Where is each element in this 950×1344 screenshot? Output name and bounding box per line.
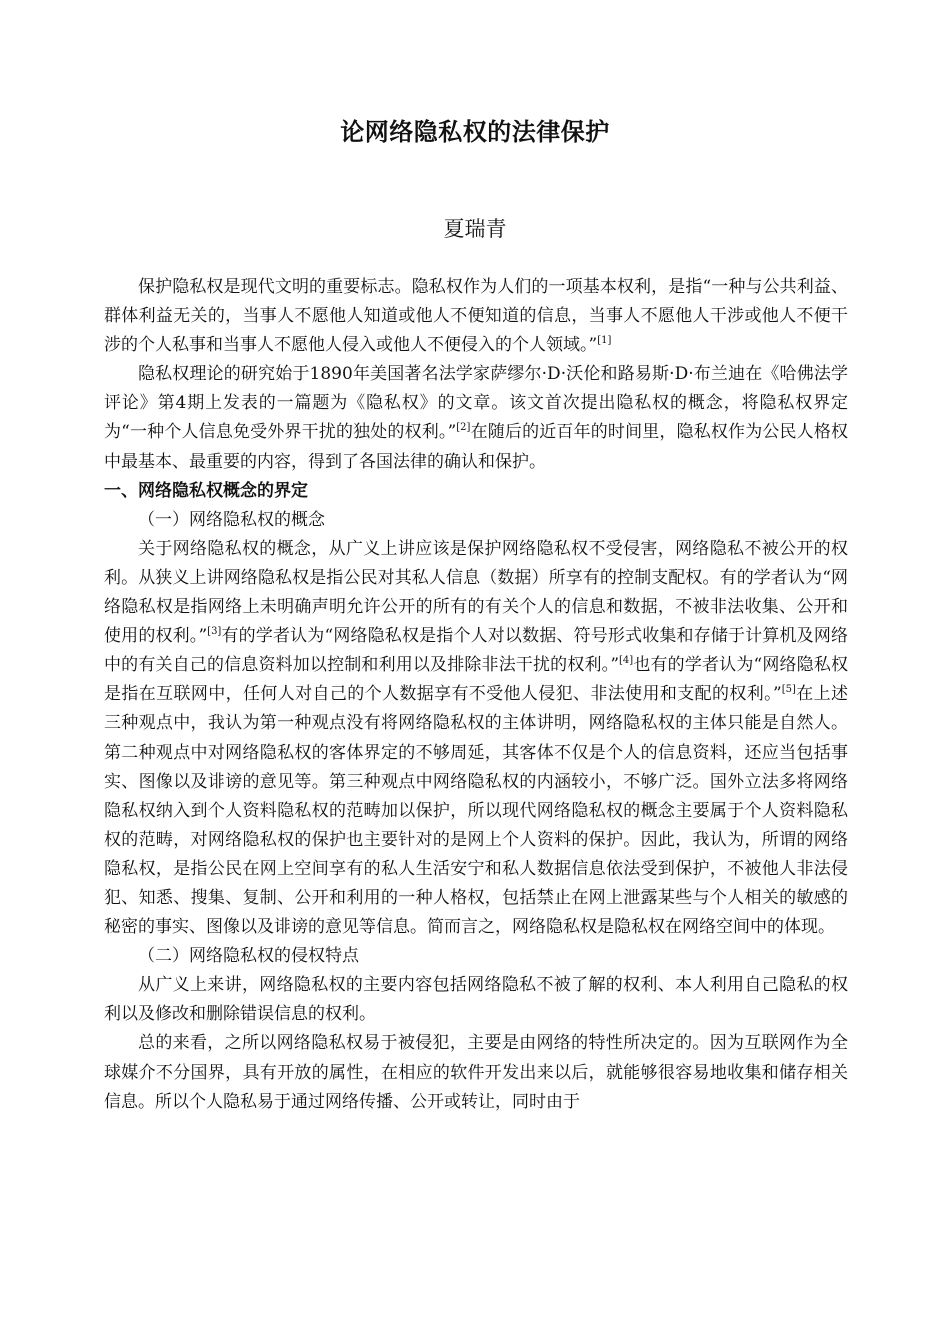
- section-1-heading: 一、网络隐私权概念的界定: [104, 480, 308, 501]
- intro-paragraph-2-part1: 隐私权理论的研究始于1890年美国著名法学家萨缪尔·D·沃伦和路易斯·D·布兰迪在《哈佛法学评论》第4期上发表的一篇题为《隐私权》的文章。该文首次提出隐私权的概念，将隐私权界定为“一种个人信息免受外界干扰的独处的权利。”: [104, 364, 848, 443]
- concept-paragraph-part1: 关于网络隐私权的概念，从广义上讲应该是保护网络隐私权不受侵害，网络隐私不被公开的权利。从狭义上讲网络隐私权是指公民对其私人信息（数据）所享有的控制支配权。有的学者认为“网络隐私权是指网络上未明确声明允许公开的所有的有关个人的信息和数据，不被非法收集、公开和使用的权利。”: [104, 538, 848, 647]
- citation-ref-3: [3]: [207, 626, 222, 638]
- subsection-1-heading: （一）网络隐私权的概念: [138, 509, 325, 530]
- subsection-2-heading: （二）网络隐私权的侵权特点: [138, 946, 359, 967]
- page-title: 论网络隐私权的法律保护: [340, 118, 610, 146]
- concept-paragraph-part4: 在上述三种观点中，我认为第一种观点没有将网络隐私权的主体讲明，网络隐私权的主体只能是自然人。第二种观点中对网络隐私权的客体界定的不够周延，其客体不仅是个人的信息资料，还应当包括事实、图像以及诽谤的意见等。第三种观点中网络隐私权的内涵较小，不够广泛。国外立法多将网络隐私权纳入到个人资料隐私权的范畴加以保护，所以现代网络隐私权的概念主要属于个人资料隐私权的范畴，对网络隐私权的保护也主要针对的是网上个人资料的保护。因此，我认为，所谓的网络隐私权，是指公民在网上空间享有的私人生活安宁和私人数据信息依法受到保护，不被他人非法侵犯、知悉、搜集、复制、公开和利用的一种人格权，包括禁止在网上泄露某些与个人相关的敏感的秘密的事实、图像以及诽谤的意见等信息。简而言之，网络隐私权是隐私权在网络空间中的体现。: [104, 684, 848, 938]
- characteristics-paragraph-1: 从广义上来讲，网络隐私权的主要内容包括网络隐私不被了解的权利、本人利用自己隐私的权利以及修改和删除错误信息的权利。: [104, 975, 848, 1025]
- concept-paragraph-part3: 也有的学者认为“网络隐私权是指在互联网中，任何人对自己的个人数据享有不受他人侵犯、非法使用和支配的权利。”: [104, 655, 848, 705]
- characteristics-paragraph-2: 总的来看，之所以网络隐私权易于被侵犯，主要是由网络的特性所决定的。因为互联网作为全球媒介不分国界，具有开放的属性，在相应的软件开发出来以后，就能够很容易地收集和储存相关信息。所以个人隐私易于通过网络传播、公开或转让，同时由于: [104, 1033, 848, 1112]
- article-body: [104, 273, 848, 1117]
- concept-paragraph-part2: 有的学者认为“网络隐私权是指个人对以数据、符号形式收集和存储于计算机及网络中的有关自己的信息资料加以控制和利用以及排除非法干扰的权利。”: [104, 626, 848, 676]
- citation-ref-4: [4]: [619, 655, 634, 667]
- intro-paragraph-2: [104, 360, 848, 476]
- intro-paragraph-2-part2: 在随后的近百年的时间里，隐私权作为公民人格权中最基本、最重要的内容，得到了各国法律的确认和保护。: [104, 422, 849, 472]
- concept-paragraph: [104, 535, 848, 942]
- intro-paragraph-1-text: 保护隐私权是现代文明的重要标志。隐私权作为人们的一项基本权利，是指“一种与公共利益、群体利益无关的，当事人不愿他人知道或他人不便知道的信息，当事人不愿他人干涉或他人不便干涉的个人私事和当事人不愿他人侵入或他人不便侵入的个人领域。”: [104, 277, 848, 356]
- citation-ref-1: [1]: [597, 335, 612, 347]
- author-name: 夏瑞青: [443, 217, 507, 241]
- citation-ref-2: [2]: [456, 422, 471, 434]
- citation-ref-5: [5]: [781, 684, 796, 696]
- intro-paragraph-1: [104, 273, 848, 360]
